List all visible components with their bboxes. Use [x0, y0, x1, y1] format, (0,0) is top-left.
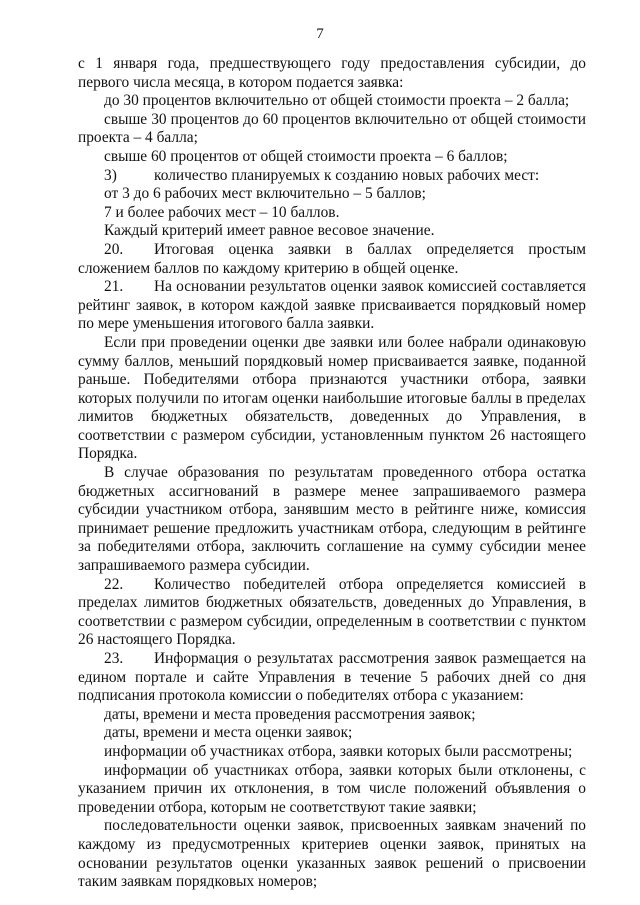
item-number: 3) — [104, 166, 117, 184]
paragraph: даты, времени и места оценки заявок; — [104, 724, 353, 742]
paragraph: свыше 60 процентов от общей стоимости проекта – 6 баллов; — [104, 147, 508, 165]
paragraph: даты, времени и места проведения рассмотрения заявок; — [104, 705, 476, 723]
numbered-paragraph: 20. Итоговая оценка заявки в баллах определяется простым сложением баллов по каждому критерию в общей оценке. — [78, 240, 586, 277]
item-number: 23. — [104, 650, 124, 667]
paragraph: информации об участниках отбора, заявки которых были отклонены, с указанием причин их отклонения, в том числе положений объявления о проведении отбора, которым не соответствуют такие заявки; — [78, 761, 586, 816]
paragraph: Если при проведении оценки две заявки или более набрали одинаковую сумму баллов, меньший порядковый номер присваивается заявке, поданной раньше. Победителями отбора признаются участники отбора, заявки которых получили по итогам оценки наибольшие итоговые баллы в пределах лимитов бюджетных обязательств, доведенных до Управления, в соответствии с размером субсидии, установленным пунктом 26 настоящего Порядка. — [78, 333, 586, 463]
document-body — [78, 55, 586, 892]
paragraph: Каждый критерий имеет равное весовое значение. — [104, 222, 435, 240]
item-number: 21. — [104, 278, 124, 296]
paragraph: В случае образования по результатам проведенного отбора остатка бюджетных ассигнований в размере менее запрашиваемого размера субсидии участником отбора, занявшим место в рейтинге ниже, комиссия принимает решение предложить участникам отбора, следующим в рейтинге за победителями отбора, заключить соглашение на сумму субсидии менее запрашиваемого размера субсидии. — [78, 464, 586, 575]
numbered-paragraph: 22. Количество победителей отбора определяется комиссией в пределах лимитов бюджетных обязательств, доведенных до Управления, в соответствии с размером субсидии, определенным в соответствии с пунктом 26 настоящего Порядка. — [78, 575, 586, 649]
paragraph: свыше 30 процентов до 60 процентов включительно от общей стоимости проекта – 4 балла; — [78, 110, 586, 147]
item-number: 22. — [104, 575, 124, 593]
numbered-paragraph: 3) количество планируемых к созданию новых рабочих мест: — [104, 166, 540, 184]
paragraph: последовательности оценки заявок, присвоенных заявкам значений по каждому из предусмотренных критериев оценки заявок, принятых на основании результатов оценки указанных заявок решений о присвоении таким заявкам порядковых номеров; — [78, 817, 586, 891]
numbered-paragraph: 21. На основании результатов оценки заявок комиссией составляется рейтинг заявок, в котором каждой заявке присваивается порядковый номер по мере уменьшения итогового балла заявки. — [78, 278, 586, 333]
paragraph: с 1 января года, предшествующего году предоставления субсидии, до первого числа месяца, в котором подается заявка: — [78, 55, 586, 91]
numbered-paragraph: 23. Информация о результатах рассмотрения заявок размещается на едином портале и сайте Управления в течение 5 рабочих дней со дня подписания протокола комиссии о победителях отбора с указанием: — [78, 650, 586, 705]
page-number: 7 — [316, 26, 324, 42]
paragraph: до 30 процентов включительно от общей стоимости проекта – 2 балла; — [104, 92, 570, 110]
item-number: 20. — [104, 240, 124, 258]
paragraph: 7 и более рабочих мест – 10 баллов. — [104, 203, 340, 221]
paragraph: от 3 до 6 рабочих мест включительно – 5 баллов; — [104, 185, 426, 203]
paragraph: информации об участниках отбора, заявки которых были рассмотрены; — [104, 742, 573, 760]
